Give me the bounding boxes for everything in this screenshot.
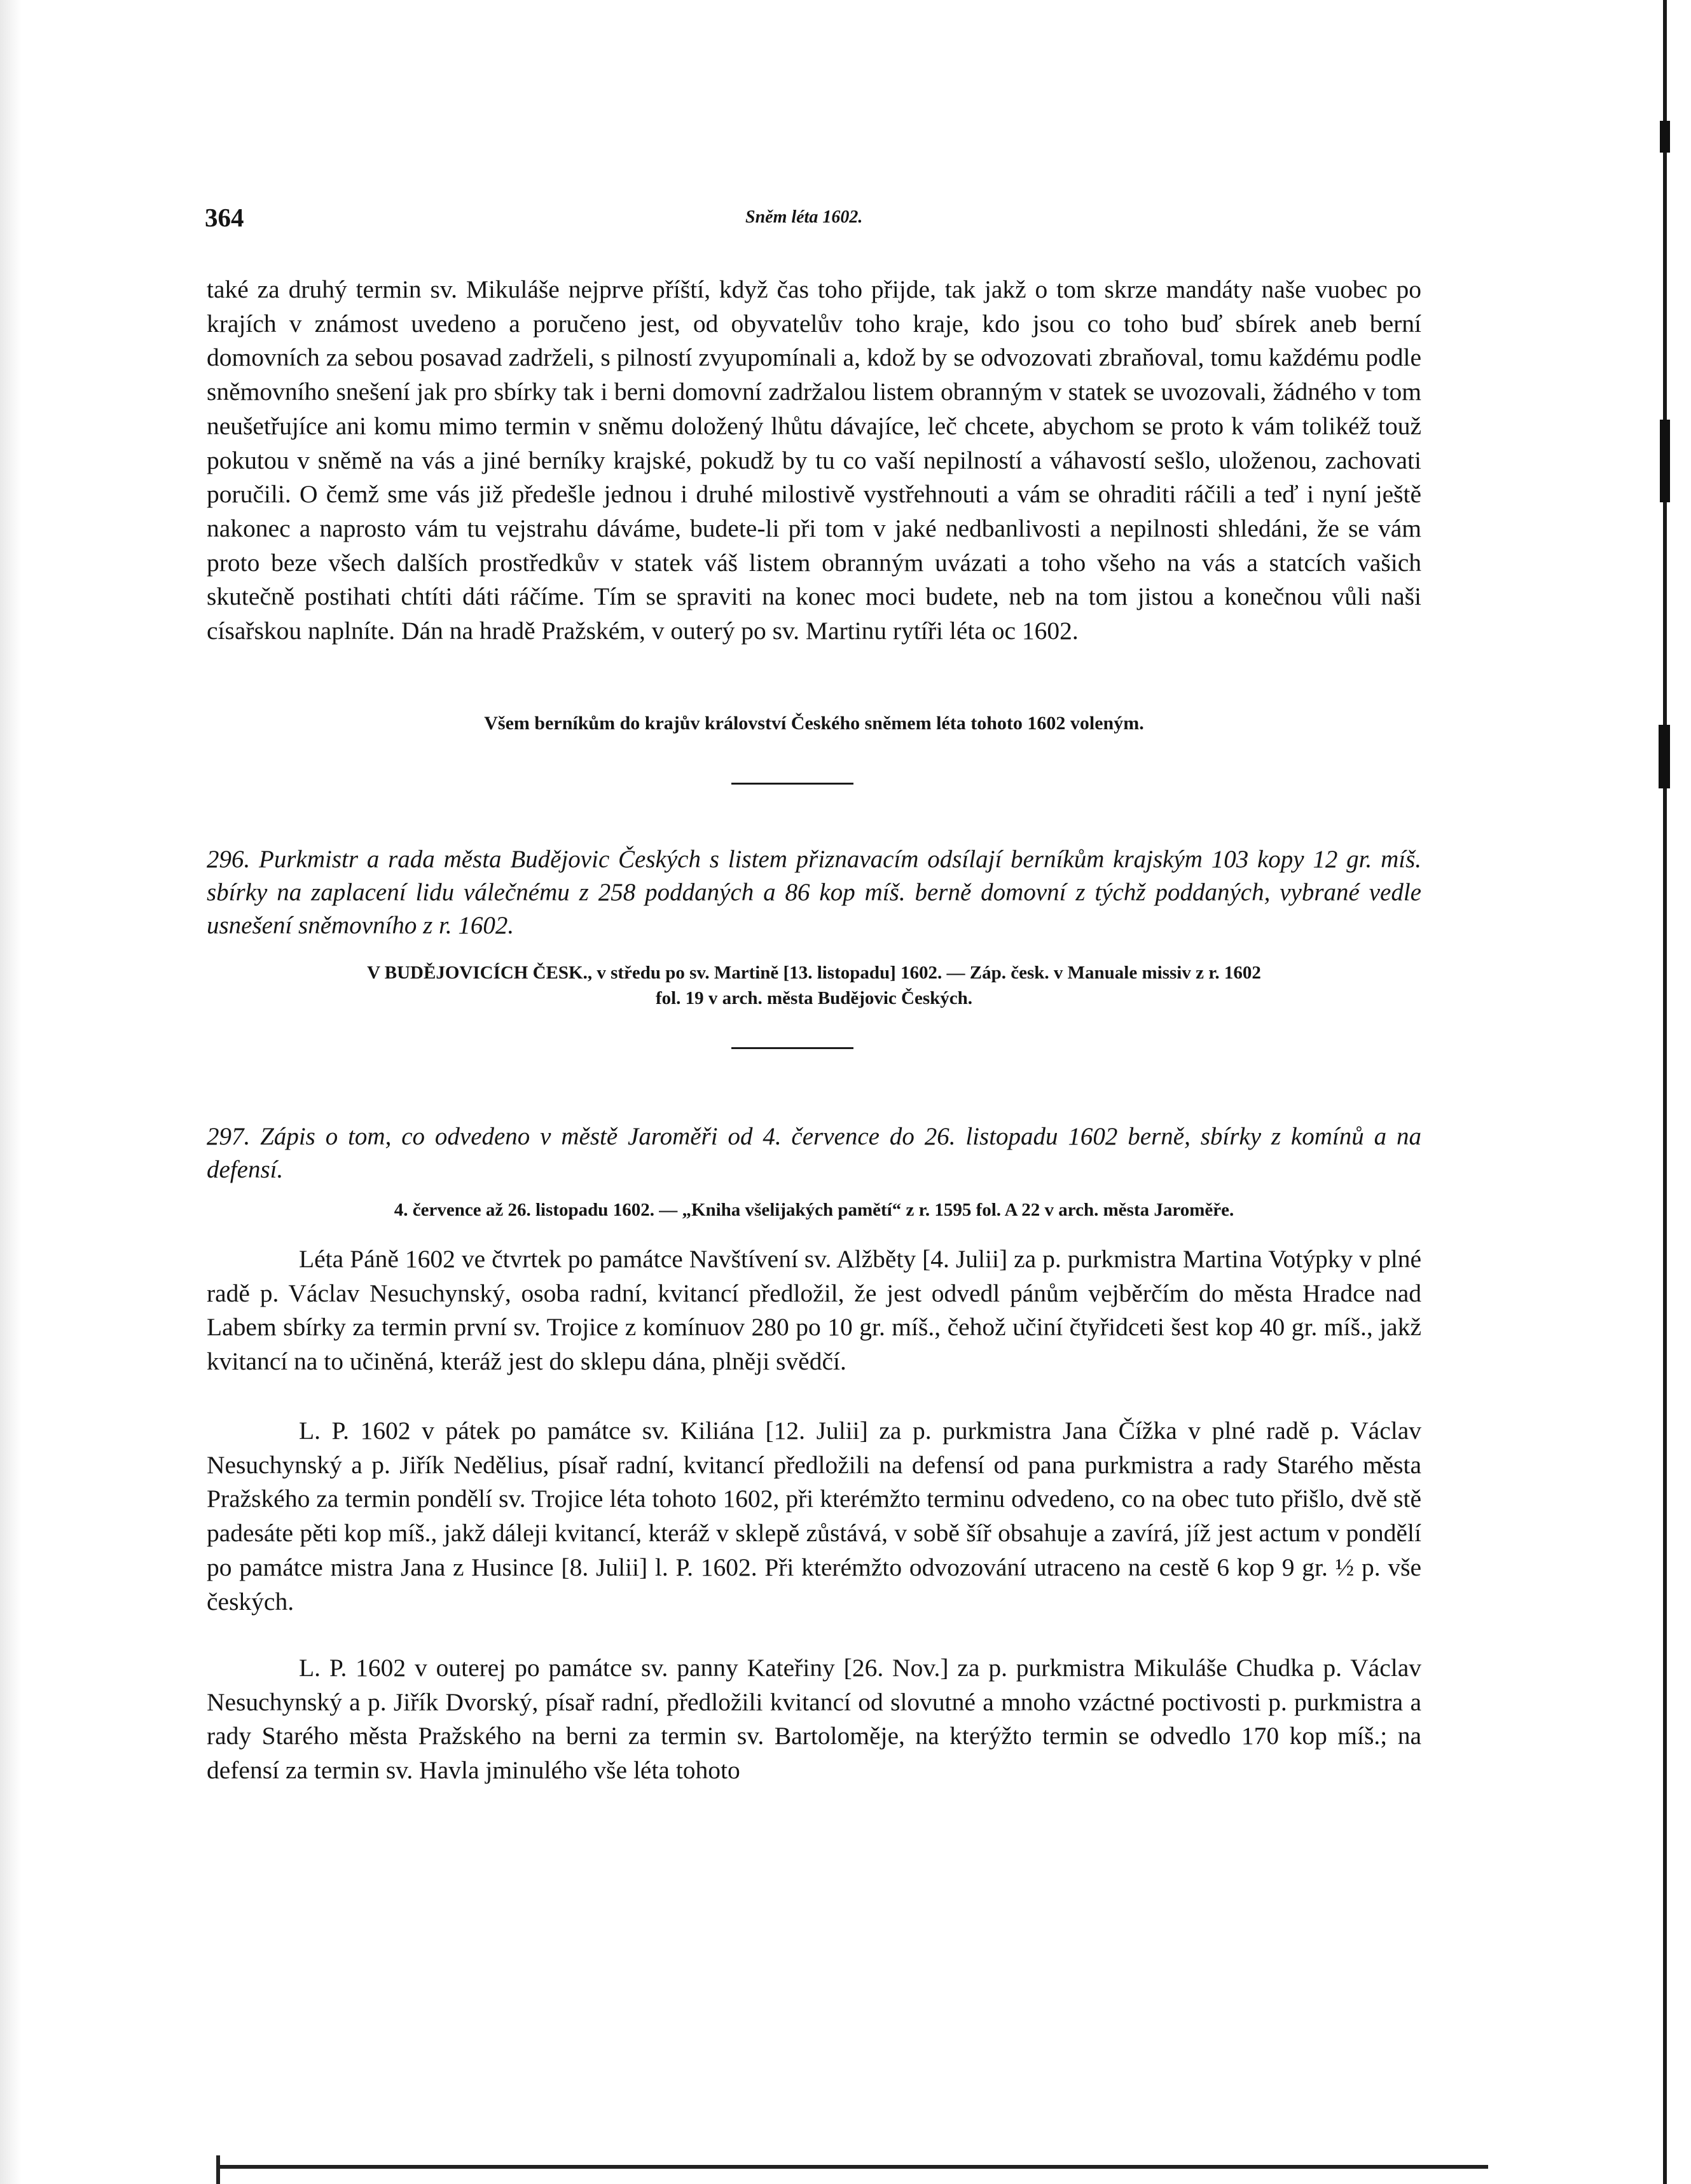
scan-border-line	[1663, 0, 1667, 2184]
letter-addressee: Všem berníkům do krajův království Českého sněmem léta tohoto 1602 voleným.	[484, 713, 1144, 734]
scan-border-mark	[1660, 121, 1670, 153]
scan-edge-right	[1645, 0, 1691, 2184]
section-divider	[731, 783, 853, 785]
scan-border-bottom	[216, 2165, 1488, 2169]
entry-297-paragraph: L. P. 1602 v outerej po památce sv. panny Kateřiny [26. Nov.] za p. purkmistra Mikuláše Chudka p. Václav Nesuchynský a p. Jiřík Dvorský, písař radní, předložili kvitancí od slovutné a mnoho vzáctné poctivosti p. purkmistra a rady Starého města Pražského na berni za termin sv. Bartoloměje, na kterýžto termin se odvedlo 170 kop míš.; na defensí za termin sv. Havla jminulého vše léta tohoto	[207, 1654, 1421, 1785]
page-number: 364	[205, 203, 244, 232]
entry-296-source-line: fol. 19 v arch. města Budějovic Českých.	[655, 988, 973, 1008]
entry-297-paragraph: Léta Páně 1602 ve čtvrtek po památce Navštívení sv. Alžběty [4. Julii] za p. purkmistra Martina Votýpky v plné radě p. Václav Nesuchynský, osoba radní, kvitancí předložil, že jest odvedl pánům vejběrčím do města Hradce nad Labem sbírky za termin první sv. Trojice z komínuov 280 po 10 gr. míš., čehož učiní čtyřidceti šest kop 40 gr. míš., jakž kvitancí na to učiněná, kteráž jest do sklepu dána, plněji svědčí.	[207, 1245, 1421, 1376]
scan-border-corner	[216, 2155, 220, 2184]
running-head: Sněm léta 1602.	[745, 207, 863, 227]
section-divider	[731, 1047, 853, 1049]
scan-border-mark	[1660, 420, 1670, 502]
entry-297-source: 4. července až 26. listopadu 1602. — „Kniha všelijakých pamětí“ z r. 1595 fol. A 22 v arch. města Jaroměře.	[394, 1200, 1234, 1220]
entry-296-title: 296. Purkmistr a rada města Budějovic Českých s listem přiznavacím odsílají berníkům krajským 103 kopy 12 gr. míš. sbírky na zaplacení lidu válečnému z 258 poddaných a 86 kop míš. berně domovní z týchž poddaných, vybrané vedle usnešení sněmovního z r. 1602.	[207, 846, 1421, 939]
entry-296-source-line: V BUDĚJOVICÍCH ČESK., v středu po sv. Martině [13. listopadu] 1602. — Záp. česk. v Manuale missiv z r. 1602	[367, 963, 1261, 983]
entry-297-title: 297. Zápis o tom, co odvedeno v městě Jaroměři od 4. července do 26. listopadu 1602 berně, sbírky z komínů a na defensí.	[207, 1123, 1421, 1183]
scan-edge-left	[0, 0, 22, 2184]
scan-border-mark	[1659, 725, 1670, 788]
entry-297-paragraph: L. P. 1602 v pátek po památce sv. Kiliána [12. Julii] za p. purkmistra Jana Čížka v plné radě p. Václav Nesuchynský a p. Jiřík Nedělius, písař radní, kvitancí předložili na defensí od pana purkmistra a rady Starého města Pražského za termin pondělí sv. Trojice léta tohoto 1602, při kterémžto terminu odvedeno, co na obec tuto přišlo, dvě stě padesáte pěti kop míš., jakž dáleji kvitancí, kteráž v sklepě zůstává, v sobě šíř obsahuje a zavírá, jíž jest actum v pondělí po památce mistra Jana z Husince [8. Julii] l. P. 1602. Při kterémžto odvozování utraceno na cestě 6 kop 9 gr. ½ p. vše českých.	[207, 1417, 1421, 1616]
letter-end-paragraph: také za druhý termin sv. Mikuláše nejprve příští, když čas toho přijde, tak jakž o tom skrze mandáty naše vuobec po krajích v známost uvedeno a poručeno jest, od obyvatelův toho kraje, kdo jsou co toho buď sbírek aneb berní domovních za sebou posavad zadrželi, s pilností zvyupomínali a, kdož by se odvozovati zbraňoval, tomu každému podle sněmovního snešení jak pro sbírky tak i berni domovní zadržalou listem obranným v statek se uvozovali, žádného v tom neušetřujíce ani komu mimo termin v sněmu doložený lhůtu dávajíce, leč chcete, abychom se proto k vám tolikéž touž pokutou v sněmě na vás a jiné berníky krajské, pokudž by tu co vaší nepilností a váhavostí sešlo, uloženou, zachovati poručili. O čemž sme vás již předešle jednou i druhé milostivě vystřehnouti a vám se ohraditi ráčili a teď i nyní ještě nakonec a naprosto vám tu vejstrahu dáváme, budete-li při tom v jaké nedbanlivosti a nepilnosti shledáni, že se vám proto beze všech dalších prostředkův v statek váš listem obranným uvázati a toho všeho na vás a statcích vašich skutečně postihati chtíti dáti ráčíme. Tím se spraviti na konec moci budete, neb na tom jistou a konečnou vůli naši císařskou naplníte. Dán na hradě Pražském, v outerý po sv. Martinu rytíři léta oc 1602.	[207, 275, 1421, 645]
entry-296-source	[207, 960, 1421, 1011]
